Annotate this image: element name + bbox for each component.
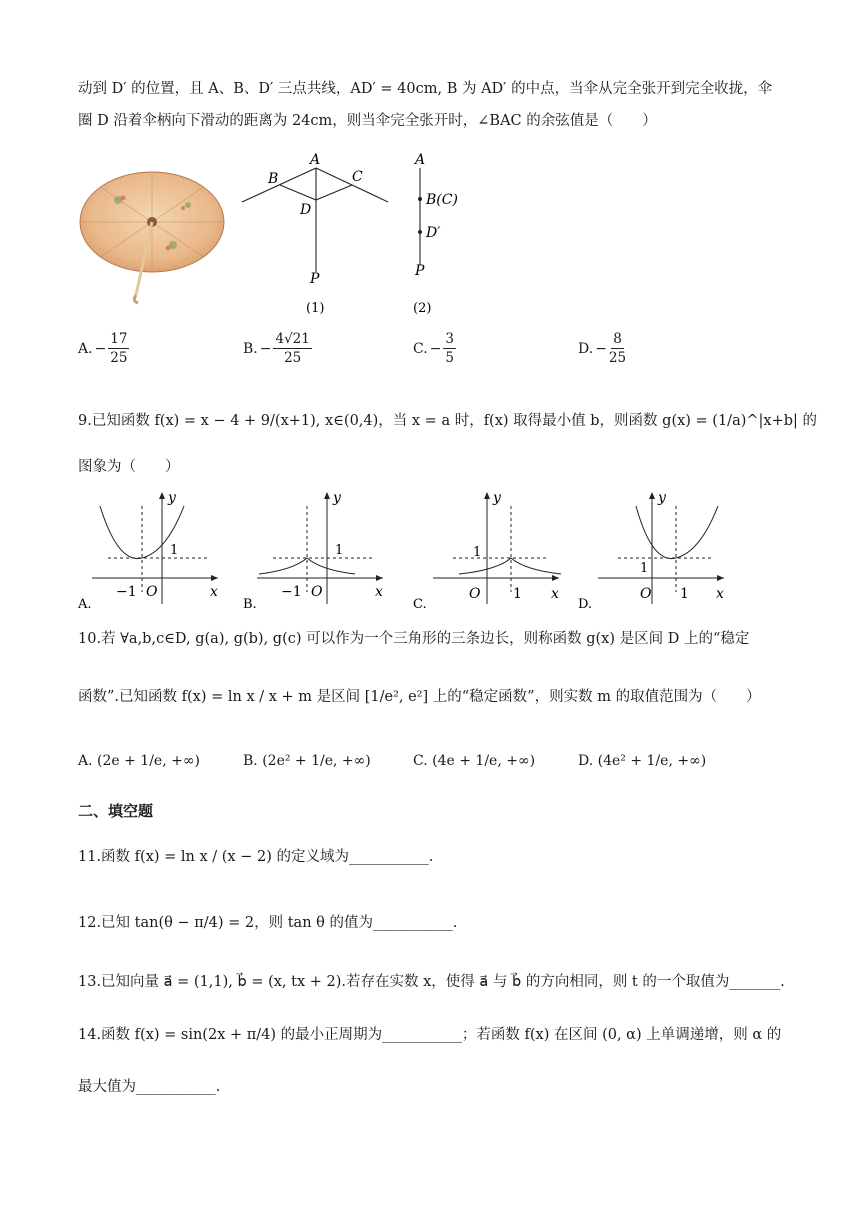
label-B: B — [268, 171, 279, 187]
q13-text: 13.已知向量 a⃗ = (1,1), b⃗ = (x, tx + 2).若存在实数 x，使得 a⃗ 与 b⃗ 的方向相同，则 t 的一个取值为_______. — [78, 974, 785, 990]
q8-line2: 圈 D 沿着伞柄向下滑动的距离为 24cm，则当伞完全张开时，∠BAC 的余弦值是（ ） — [78, 113, 657, 129]
q8-option-d[interactable]: D. − $\frac{8}{25}$ — [578, 331, 627, 366]
q11-text: 11.函数 f(x) = ln x / (x − 2) 的定义域为___________. — [78, 849, 434, 865]
label-A: A — [310, 152, 321, 168]
q12-text: 12.已知 tan(θ − π/4) = 2，则 tan θ 的值为___________. — [78, 915, 458, 931]
q9-graph-a[interactable] — [78, 486, 238, 612]
svg-text:A.: A. — [78, 597, 92, 612]
umbrella-diagram-closed — [405, 150, 485, 320]
svg-text:1: 1 — [640, 561, 649, 576]
q8-option-b[interactable]: B. − $\frac{4√21}{25}$ — [243, 331, 310, 366]
label-P: P — [310, 271, 320, 287]
svg-text:B.: B. — [243, 597, 257, 612]
umbrella-photo — [78, 160, 228, 305]
label-C: C — [352, 169, 363, 185]
svg-text:O: O — [146, 584, 158, 600]
svg-text:x: x — [551, 586, 559, 602]
q10-line1: 10.若 ∀a,b,c∈D, g(a), g(b), g(c) 可以作为一个三角形的三条边长，则称函数 g(x) 是区间 D 上的“稳定 — [78, 631, 750, 647]
label-D: D — [300, 202, 312, 218]
q10-option-c[interactable]: C. (4e + 1/e, +∞) — [413, 753, 536, 769]
label-P2: P — [415, 263, 425, 279]
q9-graph-d[interactable] — [578, 486, 738, 612]
svg-text:−1: −1 — [116, 584, 137, 600]
svg-text:1: 1 — [680, 586, 689, 602]
svg-text:1: 1 — [335, 543, 344, 558]
fig1-caption: (1) — [306, 301, 325, 316]
label-BC: B(C) — [426, 192, 458, 208]
svg-text:x: x — [375, 584, 383, 600]
svg-text:O: O — [311, 584, 323, 600]
svg-text:−1: −1 — [281, 584, 302, 600]
svg-text:x: x — [210, 584, 218, 600]
q10-line2: 函数”.已知函数 f(x) = ln x / x + m 是区间 [1/e², e²] 上的“稳定函数”，则实数 m 的取值范围为（ ） — [78, 689, 761, 705]
svg-text:y: y — [493, 490, 501, 506]
q8-option-a[interactable]: A. − $\frac{17}{25}$ — [78, 331, 128, 366]
fig2-caption: (2) — [413, 301, 432, 316]
q9-graph-c[interactable] — [413, 486, 573, 612]
svg-text:D.: D. — [578, 597, 593, 612]
svg-text:O: O — [469, 586, 481, 602]
svg-text:y: y — [333, 490, 341, 506]
q8-option-c[interactable]: C. − $\frac{3}{5}$ — [413, 331, 454, 366]
q14-line2: 最大值为___________. — [78, 1079, 221, 1095]
svg-text:1: 1 — [170, 543, 179, 558]
svg-text:y: y — [658, 490, 666, 506]
q14-line1: 14.函数 f(x) = sin(2x + π/4) 的最小正周期为___________；若函数 f(x) 在区间 (0, α) 上单调递增，则 α 的 — [78, 1027, 782, 1043]
label-A2: A — [415, 152, 426, 168]
svg-text:x: x — [716, 586, 724, 602]
q9-line2: 图象为（ ） — [78, 459, 180, 475]
q8-line1: 动到 D′ 的位置，且 A、B、D′ 三点共线，AD′ = 40cm, B 为 AD′ 的中点，当伞从完全张开到完全收拢，伞 — [78, 81, 773, 97]
svg-text:y: y — [168, 490, 176, 506]
svg-text:O: O — [640, 586, 652, 602]
section-heading: 二、填空题 — [78, 802, 154, 820]
q10-option-b[interactable]: B. (2e² + 1/e, +∞) — [243, 753, 371, 769]
label-Dprime: D′ — [426, 225, 441, 241]
umbrella-diagram-open — [238, 150, 398, 320]
svg-text:C.: C. — [413, 597, 427, 612]
q9-graph-b[interactable] — [243, 486, 403, 612]
svg-text:1: 1 — [473, 545, 482, 560]
svg-text:1: 1 — [513, 586, 522, 602]
q9-line1: 9.已知函数 f(x) = x − 4 + 9/(x+1), x∈(0,4)，当 x = a 时，f(x) 取得最小值 b，则函数 g(x) = (1/a)^|x+b| 的 — [78, 413, 818, 429]
q10-option-d[interactable]: D. (4e² + 1/e, +∞) — [578, 753, 707, 769]
q10-option-a[interactable]: A. (2e + 1/e, +∞) — [78, 753, 200, 769]
